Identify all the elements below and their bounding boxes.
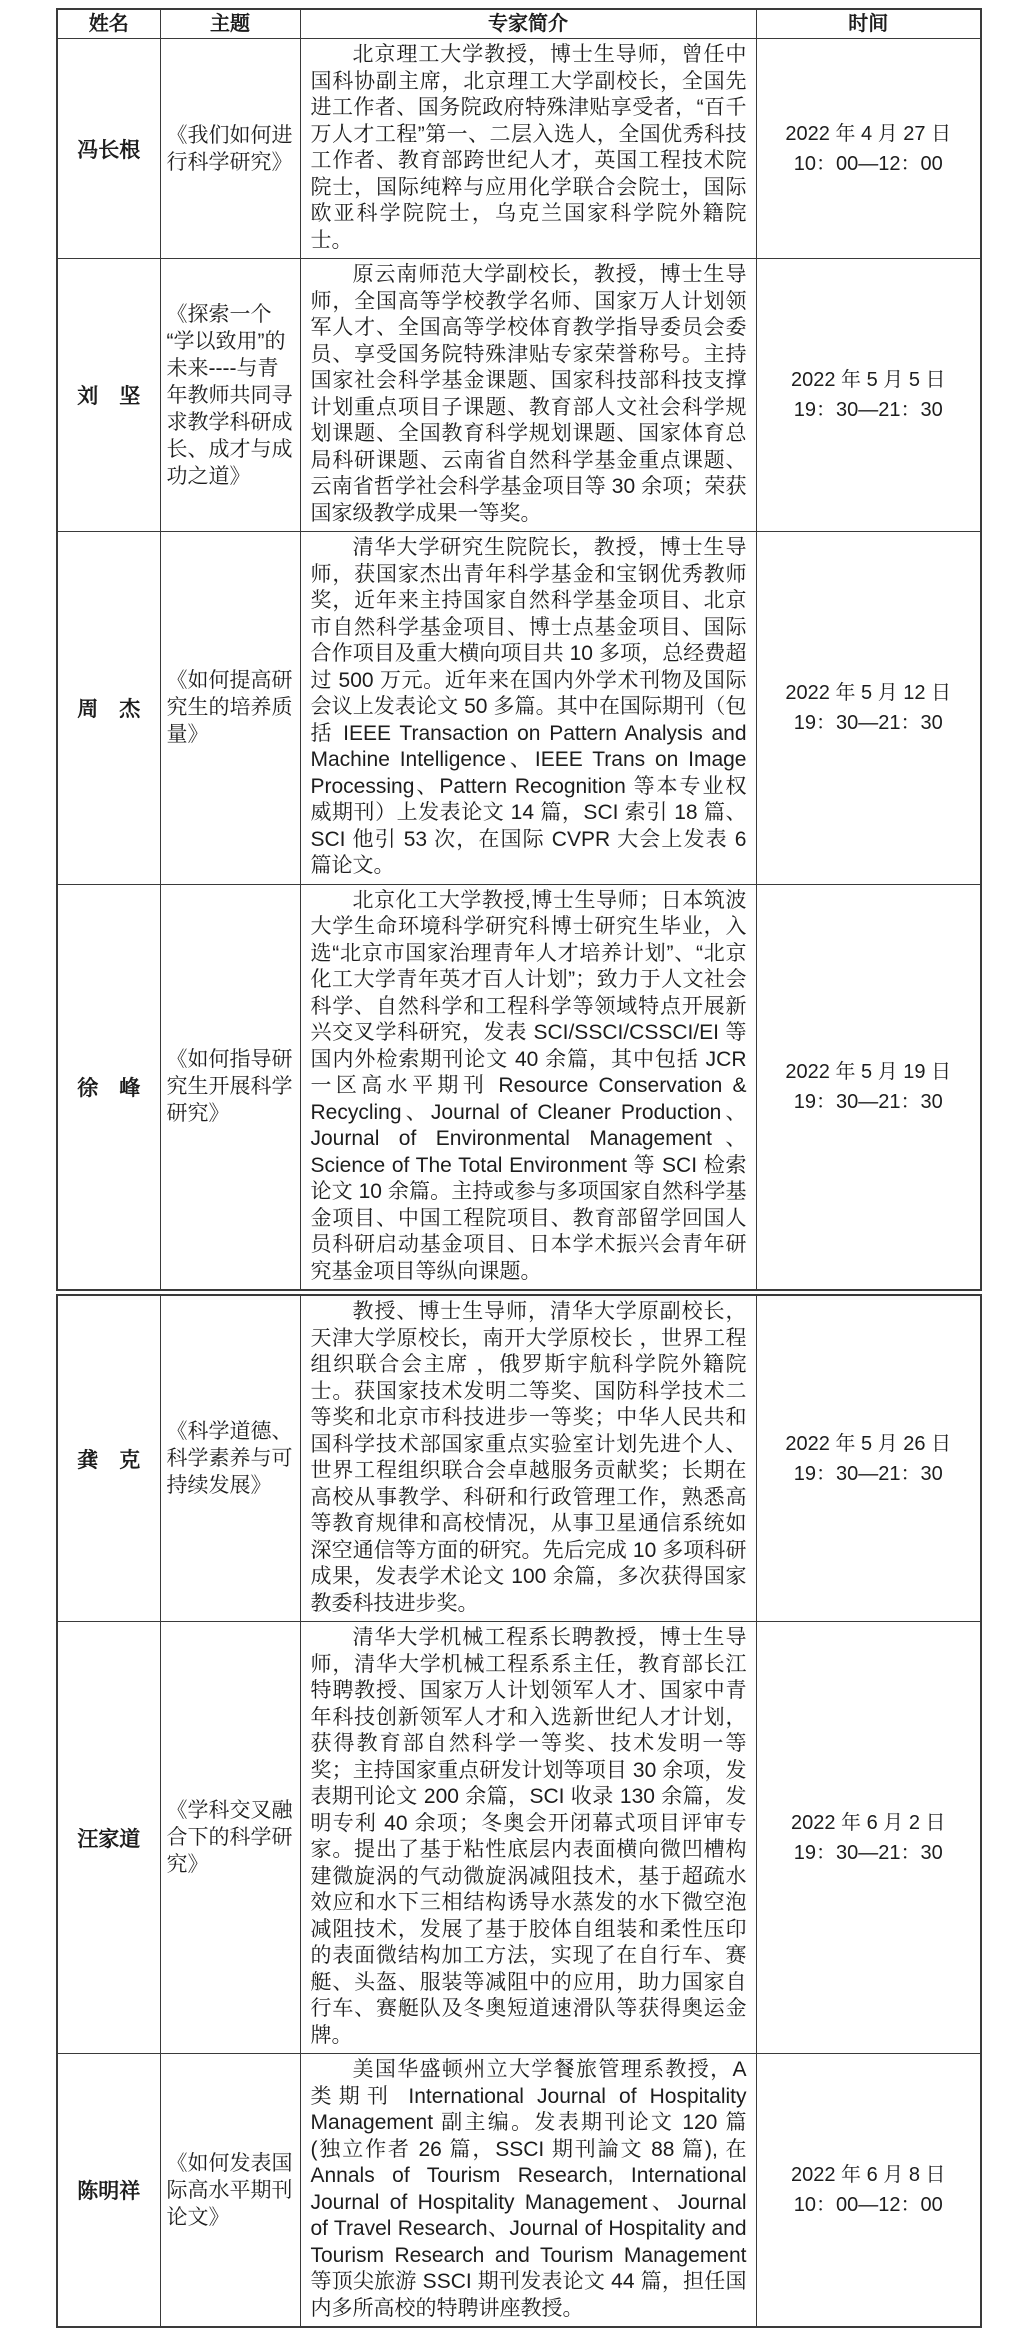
expert-intro-text: 清华大学机械工程系长聘教授，博士生导师，清华大学机械工程系系主任，教育部长江特聘教授、国家万人计划领军人才、国家中青年科技创新领军人才和入选新世纪人才计划，获得教育部自然科学一等奖、技术发明一等奖；主持国家重点研发计划等项目 30 余项，发表期刊论文 200 余篇，SCI 收录 130 余篇，发明专利 40 余项；冬奥会开闭幕式项目评审专家。提出了基于粘性底层内表面横向微凹槽构建微旋涡的气动微旋涡减阻技术，基于超疏水效应和水下三相结构诱导水蒸发的水下微空泡减阻技术，发展了基于胶体自组装和柔性压印的表面微结构加工方法，实现了在自行车、赛艇、头盔、服装等减阻中的应用，助力国家自行车、赛艇队及冬奥短道速滑队等获得奥运金牌。 [310,1626,747,2047]
expert-intro-cell [300,1622,756,2054]
lecture-schedule-table [56,8,982,2328]
speaker-name: 徐 峰 [57,884,160,1293]
expert-intro-text: 北京理工大学教授，博士生导师，曾任中国科协副主席，北京理工大学副校长，全国先进工作者、国务院政府特殊津贴享受者，“百千万人才工程”第一、二层入选人，全国优秀科技工作者、教育部跨世纪人才，英国工程技术院院士，国际纯粹与应用化学联合会院士，国际欧亚科学院院士，乌克兰国家科学院外籍院士。 [310,43,747,252]
lecture-date: 2022 年 5 月 26 日 [785,1432,952,1455]
lecture-time-range: 19：30—21：30 [793,1090,943,1113]
table-row [57,884,981,1293]
speaker-name: 周 杰 [57,532,160,885]
lecture-date: 2022 年 6 月 2 日 [790,1811,946,1834]
expert-intro-cell [300,39,756,259]
lecture-date: 2022 年 5 月 5 日 [790,369,946,391]
expert-intro-text: 教授、博士生导师，清华大学原副校长，天津大学原校长，南开大学原校长 ，世界工程组织联合会主席 ，俄罗斯宇航科学院外籍院士。获国家技术发明二等奖、国防科学技术二等奖和北京市科技进步一等奖；中华人民共和国科学技术部国家重点实验室计划先进个人、世界工程组织联合会卓越服务贡献奖；长期在高校从事教学、科研和行政管理工作，熟悉高等教育规律和高校情况，从事卫星通信系统如深空通信等方面的研究。先后完成 10 多项科研成果，发表学术论文 100 余篇，多次获得国家教委科技进步奖。 [310,1300,747,1615]
speaker-name: 龚 克 [57,1293,160,1622]
table-row [57,532,981,885]
lecture-topic: 《学科交叉融合下的科学研究》 [160,1622,300,2054]
lecture-topic: 《探索一个“学以致用”的未来----与青年教师共同寻求教学科研成长、成才与成功之道》 [160,259,300,532]
lecture-time-range: 10：00—12：00 [793,2194,943,2216]
expert-intro-text: 清华大学研究生院院长，教授，博士生导师，获国家杰出青年科学基金和宝钢优秀教师奖，近年来主持国家自然科学基金项目、北京市自然科学基金项目、博士点基金项目、国际合作项目及重大横向项目共 10 多项，总经费超过 500 万元。近年来在国内外学术刊物及国际会议上发表论文 50 多篇。其中在国际期刊（包括 IEEE Transaction on Pattern Analysis and Machine Intelligence、IEEE Trans on Image Processing、Pattern Recognition 等本专业权威期刊）上发表论文 14 篇，SCI 索引 18 篇、SCI 他引 53 次，在国际 CVPR 大会上发表 6 篇论文。 [310,536,747,877]
lecture-date: 2022 年 5 月 19 日 [785,1060,952,1083]
table-row [57,2054,981,2328]
lecture-time-cell [756,1622,981,2054]
lecture-date: 2022 年 6 月 8 日 [790,2164,946,2186]
lecture-time-range: 10：00—12：00 [793,152,943,175]
lecture-topic: 《科学道德、科学素养与可持续发展》 [160,1293,300,1622]
lecture-time-cell [756,39,981,259]
lecture-topic: 《如何指导研究生开展科学研究》 [160,884,300,1293]
header-time: 时间 [756,9,981,39]
lecture-date: 2022 年 5 月 12 日 [785,681,952,704]
lecture-time-cell [756,1293,981,1622]
table-row [57,259,981,532]
lecture-date: 2022 年 4 月 27 日 [785,122,952,145]
expert-intro-cell [300,259,756,532]
header-expert-intro: 专家简介 [300,9,756,39]
speaker-name: 汪家道 [57,1622,160,2054]
expert-intro-cell [300,1293,756,1622]
table-header-row [57,9,981,39]
header-topic: 主题 [160,9,300,39]
lecture-time-cell [756,884,981,1293]
lecture-time-cell [756,2054,981,2328]
lecture-time-range: 19：30—21：30 [793,711,943,734]
lecture-time-cell [756,259,981,532]
expert-intro-text: 北京化工大学教授,博士生导师；日本筑波大学生命环境科学研究科博士研究生毕业，入选“北京市国家治理青年人才培养计划”、“北京化工大学青年英才百人计划”；致力于人文社会科学、自然科学和工程科学等领域特点开展新兴交叉学科研究，发表 SCI/SSCI/CSSCI/EI 等国内外检索期刊论文 40 余篇，其中包括 JCR 一区高水平期刊 Resource Conservation & Recycling、Journal of Cleaner Production、Journal of Environmental Management、Science of The Total Environment 等 SCI 检索论文 10 余篇。主持或参与多项国家自然科学基金项目、中国工程院项目、教育部留学回国人员科研启动基金项目、日本学术振兴会青年研究基金项目等纵向课题。 [310,888,747,1283]
table-row [57,39,981,259]
expert-intro-cell [300,532,756,885]
expert-intro-text: 原云南师范大学副校长，教授，博士生导师，全国高等学校教学名师、国家万人计划领军人才、全国高等学校体育教学指导委员会委员、享受国务院特殊津贴专家荣誉称号。主持国家社会科学基金课题、国家科技部科技支撑计划重点项目子课题、教育部人文社会科学规划课题、全国教育科学规划课题、国家体育总局科研课题、云南省自然科学基金重点课题、云南省哲学社会科学基金项目等 30 余项；荣获国家级教学成果一等奖。 [310,263,747,525]
header-name: 姓名 [57,9,160,39]
lecture-topic: 《我们如何进行科学研究》 [160,39,300,259]
lecture-topic: 《如何提高研究生的培养质量》 [160,532,300,885]
lecture-topic: 《如何发表国际高水平期刊论文》 [160,2054,300,2328]
lecture-time-cell [756,532,981,885]
expert-intro-text: 美国华盛顿州立大学餐旅管理系教授，A 类期刊 International Journal of Hospitality Management 副主编。发表期刊论文 120 篇 (独立作者 26 篇，SSCI 期刊論文 88 篇), 在 Annals of Tourism Research, International Journal of Hospitality Management、Journal of Travel Research、Journal of Hospitality and Tourism Research and Tourism Management 等顶尖旅游 SSCI 期刊发表论文 44 篇，担任国内多所高校的特聘讲座教授。 [310,2058,747,2320]
lecture-time-range: 19：30—21：30 [793,399,943,421]
speaker-name: 陈明祥 [57,2054,160,2328]
table-row [57,1293,981,1622]
expert-intro-cell [300,884,756,1293]
speaker-name: 刘 坚 [57,259,160,532]
expert-intro-cell [300,2054,756,2328]
table-row [57,1622,981,2054]
table-body [57,39,981,2328]
lecture-time-range: 19：30—21：30 [793,1462,943,1485]
lecture-time-range: 19：30—21：30 [793,1841,943,1864]
speaker-name: 冯长根 [57,39,160,259]
